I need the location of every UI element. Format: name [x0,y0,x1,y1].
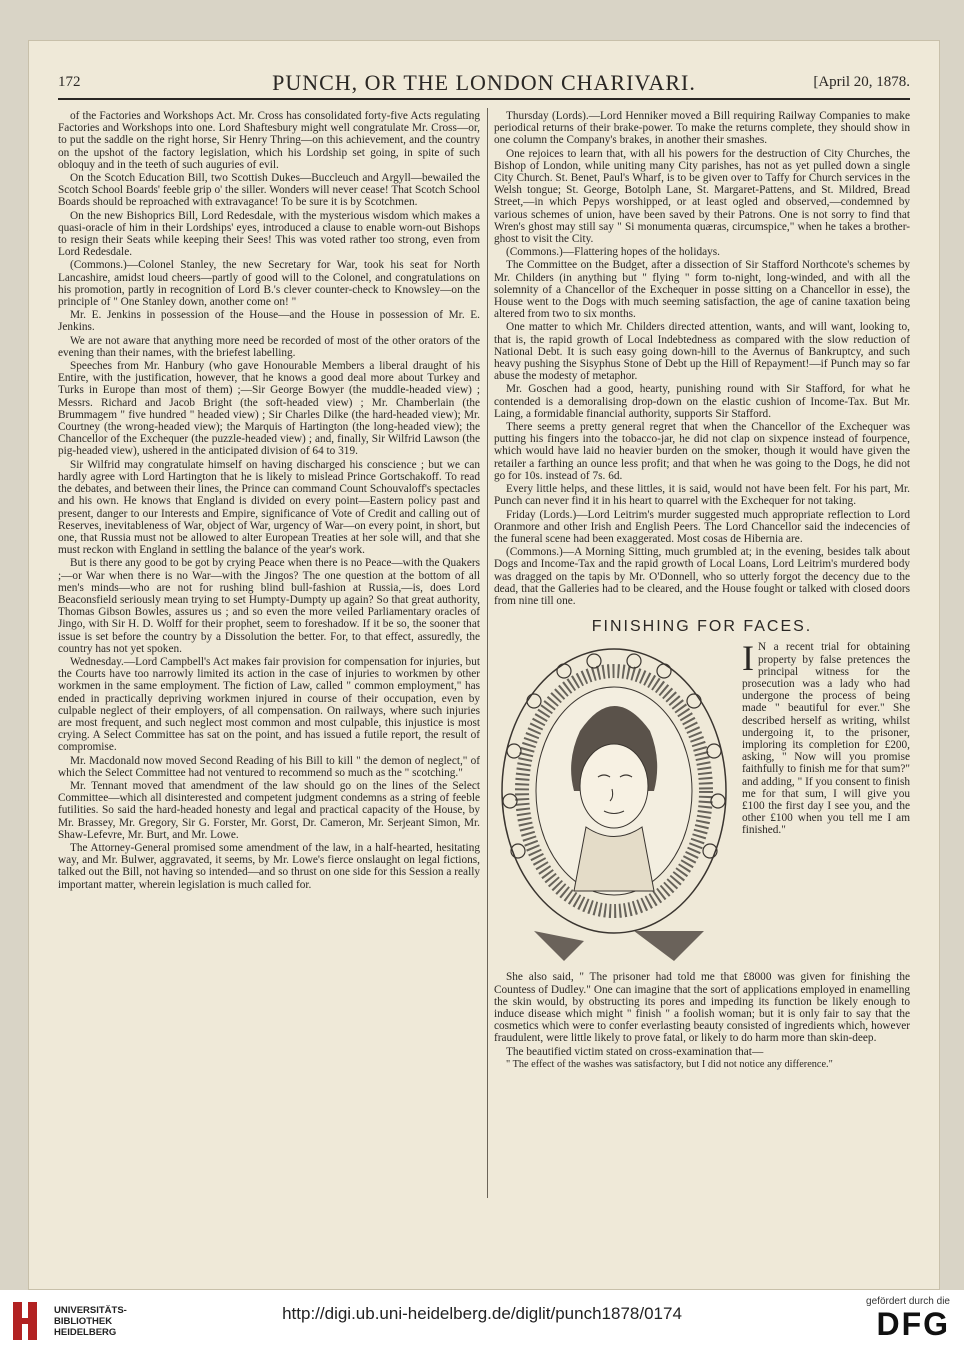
paragraph: There seems a pretty general regret that when the Chancellor of the Exchequer was putting his fingers into the tobacco-jar, he did not clap on sixpence instead of fourpence, which would have laid no heavier burden on the smoker, though it would have given the retailer a farthing an ounce less profit; and that when he was going to the Dogs, he did not go for 10s. instead of 7s. 6d. [494,421,910,482]
paragraph: Wednesday.—Lord Campbell's Act makes fair provision for compensation for injuries, but the Courts have too narrowly limited its action in the case of injuries to workmen by other workmen in the same employment. The fiction of Law, called " common employment," has ended in practically depriving workmen injured in course of their occupation, even by culpable neglect of their employers, of all compensation. On railways, where such injuries are most frequent, and such neglect most common and most culpable, this injustice is most crying. A Select Committee has sat on the point, and has issued a futile report, the result of compromise. [58,655,480,754]
paragraph: Thursday (Lords).—Lord Henniker moved a Bill requiring Railway Companies to make periodical returns of their brake-power. To make the returns complete, they should show in one column the Company's brakes, in another their smashes. [494,110,910,147]
paragraph: We are not aware that anything more need be recorded of most of the other orators of the evening than their names, with the briefest labelling. [58,334,480,359]
paragraph: The beautified victim stated on cross-examination that— [506,1045,764,1058]
page-header [58,70,910,100]
source-url-link[interactable]: http://digi.ub.uni-heidelberg.de/diglit/punch1878/0174 [282,1304,682,1323]
paragraph: (Commons.)—A Morning Sitting, much grumbled at; in the evening, besides talk about Dogs and Income-Tax and the rapid growth of Local Loans, Lord Leitrim's murdered body was dragged on the tapis by Mr. O'Donnell, who so utterly forgot the decency due to the dead, that the Galleries had to be cleared, and the House fought or talked with closed doors from nine till one. [494,546,910,607]
drop-cap: I [742,638,754,679]
paragraph: One rejoices to learn that, with all his powers for the destruction of City Churches, the Bishop of London, while uniting many City parishes, has not as yet pulled down a single City Church. St. Benet, Paul's Wharf, is to be given over to Taffy for Church services in the Welsh tongue; St. George, Botolph Lane, St. Margaret-Pattens, and St. Mildred, Bread Street,—in which Pepys worshipped, or at least ogled and observed,—condemned by various schemes of union, have been saved by their Patrons. One is not sorry to find that Wren's ghost may still say " Si monumenta quæras, circumspice," when he takes a brother-ghost to visit the City. [494,147,910,246]
paragraph: Mr. Goschen had a good, hearty, punishing round with Sir Stafford, for what he contended is a demoralising drop-down on the elastic cushion of Income-Tax. But Mr. Laing, a formidable financial authority, supports Sir Stafford. [494,383,910,420]
paragraph: One matter to which Mr. Childers directed attention, wants, and will want, looking to, that is, the rapid growth of Local Indebtedness as compared with the slow reduction of National Debt. It is such easy going down-hill to the Avernus of Bankruptcy, and such heavy pushing the Sisyphus Stone of Debt up the Hill of Repayment!—if Punch may so far abuse the modesty of metaphor. [494,321,910,383]
paragraph: Every little helps, and these littles, it is said, would not have been felt. For his part, Mr. Punch can never find it in his heart to quarrel with the Exchequer for not taking. [494,483,910,508]
paragraph: On the new Bishoprics Bill, Lord Redesdale, with the mysterious wisdom which makes a quasi-oracle of him in their Lordships' eyes, introduced a clause to enable worn-out Bishops to resign their Seats while keeping their Sees! This was voted rather too strong, even from Lord Redesdale. [58,209,480,259]
paragraph: Mr. Tennant moved that amendment of the law should go on the lines of the Select Committee—which all disinterested and competent judgment condemns as a string of feeble futilities. So said the hard-headed honesty and legal and practical capacity of the House, by Mr. Brassey, Mr. Gregory, Sir G. Forster, Mr. Gorst, Dr. Cameron, Mr. Serjeant Simon, Mr. Shaw-Lefevre, Mr. Burt, and Mr. Lowe. [58,779,480,841]
paragraph: Mr. E. Jenkins in possession of the House—and the House in possession of Mr. E. Jenkins. [58,309,480,334]
column-divider [487,108,488,1198]
quotation: " The effect of the washes was satisfactory, but I did not notice any difference." [506,1058,833,1070]
library-name: UNIVERSITÄTS- BIBLIOTHEK HEIDELBERG [54,1305,127,1338]
publication-title: PUNCH, OR THE LONDON CHARIVARI. [272,70,696,95]
article-title: FINISHING FOR FACES. [591,618,813,636]
page-number: 172 [58,74,81,90]
paragraph: The Attorney-General promised some amendment of the law, in a half-hearted, hesitating way, and Mr. Bulwer, aggravated, it seems, by Mr. Lowe's fierce onslaught on legal fictions, talked out the Bill, not having so intended—and so thrust on one side for this Session a really important matter, wherein legislation is much called for. [58,841,480,891]
paragraph: Sir Wilfrid may congratulate himself on having discharged his conscience ; but we can hardly agree with Lord Hartington that he is likely to mislead Prince Gortschakoff. To read the debates, and between their lines, the Prince can command Count Schouvaloff's spectacles and his own. He knows that England is divided on every point—Eastern policy past and present, danger to our Interests and Empire, significance of Vote of Credit and calling out of Reserves, inevitableness of War, object of War, urgency of War—on every point, in short, but one, that Russia must not be allowed to alter European Treaties at her sole will, and that she must reckon with England in settling the balance of the year's work. [58,458,480,557]
paragraph: On the Scotch Education Bill, two Scottish Dukes—Buccleuch and Argyll—bewailed the Scotch School Boards' feeble grip o' the siller. Wonders will never cease! That Scotch School Boards should be reproached with extravagance! To be sure it is by Scotchmen. [58,172,480,209]
funding-credit [866,1296,950,1341]
paragraph: She also said, " The prisoner had told me that £8000 was given for finishing the Countess of Dudley." One can imagine that the sort of applications employed in enamelling the skin would, by obstructing its pores and impeding its function be likely enough to induce disease which might " finish " a foolish woman; but it is only fair to say that the cosmetics which were to confer everlasting beauty consisted of ingredients which, however fraudulent, were little likely to prove fatal, or likely to do harm more than skin-deep. [494,971,910,1045]
paragraph: But is there any good to be got by crying Peace when there is no Peace—with the Quakers ;—or War when there is no War—with the Jingos? The one question at the bottom of all men's minds—who are not for rushing blind bull-fashion at Russia,—is, does Lord Beaconsfield seriously mean trying to set Humpty-Dumpty up again? So that great authority, Thomas Gibson Bowles, assures us ; and so even the more veiled Parliamentary oracles of Jingo, with Sir H. D. Wolff for their prophet, seem to foreshadow. If it be so, the sooner that issue is set before the country by a Dissolution the better. For, to that effect, assuredly, the country has not yet spoken. [58,557,480,655]
issue-date: [April 20, 1878. [813,74,910,90]
paragraph: of the Factories and Workshops Act. Mr. Cross has consolidated forty-five Acts regulating Factories and Workshops into one. Lord Shaftesbury might well congratulate Mr. Cross—or, to put the saddle on the right horse, Sir Henry Thring—on this achievement, and the country on the upshot of the factory legislation, which his Lordship set going, in spite of such obloquy and in the teeth of such auguries of evil. [58,110,480,171]
article-illustration-block [494,638,910,971]
article-intro [742,638,910,837]
left-column [58,110,480,1192]
paragraph: (Commons.)—Flattering hopes of the holidays. [506,246,720,259]
paragraph: Friday (Lords.)—Lord Leitrim's murder suggested much appropriate reflection to Lord Oranmore and other Irish and English Peers. The Lord Chancellor said the indecencies of the funeral scene had been exaggerated. Most cosas de Hibernia are. [494,508,910,545]
paragraph: (Commons.)—Colonel Stanley, the new Secretary for War, took his seat for North Lancashire, amidst loud cheers—partly of good will to the Colonel, and congratulations on his promotion, partly in recognition of Lord B.'s clever counter-check to Knowsley—on the principle of " One Stanley down, another come on! " [58,259,480,309]
digitization-footer [0,1290,964,1352]
funding-label: gefördert durch die [866,1296,950,1307]
newspaper-page [28,40,940,1290]
dfg-logo[interactable]: DFG [876,1306,950,1342]
right-column [494,110,910,1192]
paragraph: The Committee on the Budget, after a dissection of Sir Stafford Northcote's schemes by Mr. Childers (in anything but " flying " form to-night, long-winded, and with all the solemnity of a Chancellor of the Exchequer in posse sitting on a Chancellor in esse), the House went to the Dogs with much seeming satisfaction, the age of canine taxation being altered from two to six months. [494,259,910,321]
portrait-illustration [494,641,734,971]
intro-text: N a recent trial for obtaining property by false pretences the principal witness for the prosecution was a lady who had undergone the process of being made " beautiful for ever." She described herself as writing, whilst undergoing it, to the prisoner, imploring its completion for £200, asking, " Now will you promise faithfully to finish me for that sum?" and adding, " If you consent to finish me for that sum, I will give you £100 the first day I see you, and the other £100 when you tell me I am finished." [742,641,910,837]
paragraph: Speeches from Mr. Hanbury (who gave Honourable Members a liberal draught of his Entire, with the justification, however, that he knows a good deal more about Turkey and Turks in Europe than most of them) ;—Sir George Bowyer (the muddle-headed view) ; Messrs. Richard and Jacob Bright (the soft-headed view) ; Mr. Chamberlain (the Brummagem " five hundred " headed view) ; Sir Charles Dilke (the hard-headed view); Mr. Courtney (the wrong-headed view); the Marquis of Hartington (the long-headed view); the Chancellor of the Exchequer (the puzzle-headed view) ; and, finally, Sir Wilfrid Lawson (the pig-headed view), ushered in the anticipated division of 64 to 319. [58,360,480,458]
paragraph: Mr. Macdonald now moved Second Reading of his Bill to kill " the demon of neglect," of which the Select Committee had not ventured to recommend so much as the " scotching." [58,754,480,779]
